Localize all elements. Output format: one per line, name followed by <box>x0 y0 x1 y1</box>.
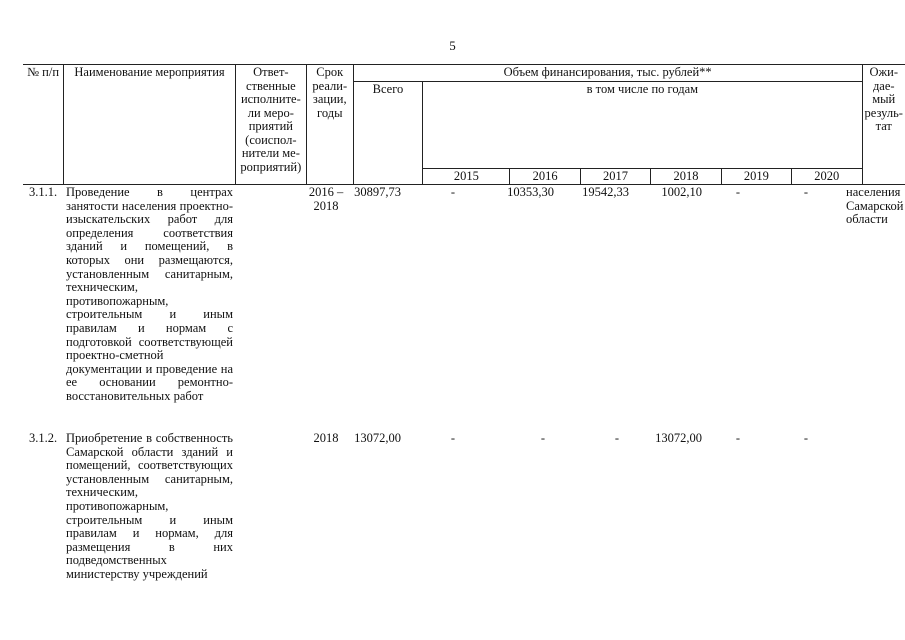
row-year-2020: - <box>803 431 809 445</box>
header-year: 2018 <box>651 168 721 185</box>
header-year: 2020 <box>792 168 862 185</box>
row-year-2018: 13072,00 <box>655 431 702 445</box>
row-year-2018: 1002,10 <box>661 185 702 199</box>
row-total: 30897,73 <box>354 185 401 199</box>
header-year: 2016 <box>510 168 580 185</box>
header-total: Всего <box>353 81 423 185</box>
row-number: 3.1.2. <box>29 431 58 445</box>
row-activity-name: Проведение в центрах занятости населения проектно-изыскательских работ для определения соответствия зданий и помещений, в которых они размещаются, установленным санитарным, техническим, противопожарным, строительным и иным правилам и нормам с подготовкой соответствующей проектно-сметной документации и проведение на ее основании ремонтно-восстановительных работ <box>66 185 233 403</box>
page-number: 5 <box>449 38 456 53</box>
header-year: 2017 <box>580 168 650 185</box>
header-term: Срок реали- зации, годы <box>306 65 353 185</box>
row-year-2015: - <box>450 185 456 199</box>
header-funding: Объем финансирования, тыс. рублей** <box>353 65 862 82</box>
header-by-years: в том числе по годам <box>423 81 862 168</box>
header-year: 2019 <box>721 168 791 185</box>
row-year-2015: - <box>450 431 456 445</box>
row-year-2019: - <box>735 431 741 445</box>
header-num: № п/п <box>23 65 64 185</box>
row-year-2016: 10353,30 <box>507 185 554 199</box>
row-result: населения Самарской области <box>846 185 904 227</box>
header-result: Ожи- дае- мый резуль- тат <box>862 65 905 185</box>
row-total: 13072,00 <box>354 431 401 445</box>
row-number: 3.1.1. <box>29 185 58 199</box>
row-year-2020: - <box>803 185 809 199</box>
row-activity-name: Приобретение в собственность Самарской области зданий и помещений, соответствующих установленным санитарным, техническим, противопожарным, строительным и иным правилам и нормам, для размещения в них подведомственных министерству учреждений <box>66 431 233 581</box>
row-year-2017: - <box>614 431 620 445</box>
row-year-2019: - <box>735 185 741 199</box>
row-year-2017: 19542,33 <box>582 185 629 199</box>
row-term: 2016 – 2018 <box>308 185 344 213</box>
table-header <box>23 64 905 185</box>
row-year-2016: - <box>540 431 546 445</box>
header-name: Наименование мероприятия <box>64 65 236 185</box>
header-year: 2015 <box>423 168 510 185</box>
header-responsible: Ответ- ственные исполните- ли меро- приятий (соиспол- нители ме- роприятий) <box>235 65 306 185</box>
row-term: 2018 <box>313 431 339 445</box>
